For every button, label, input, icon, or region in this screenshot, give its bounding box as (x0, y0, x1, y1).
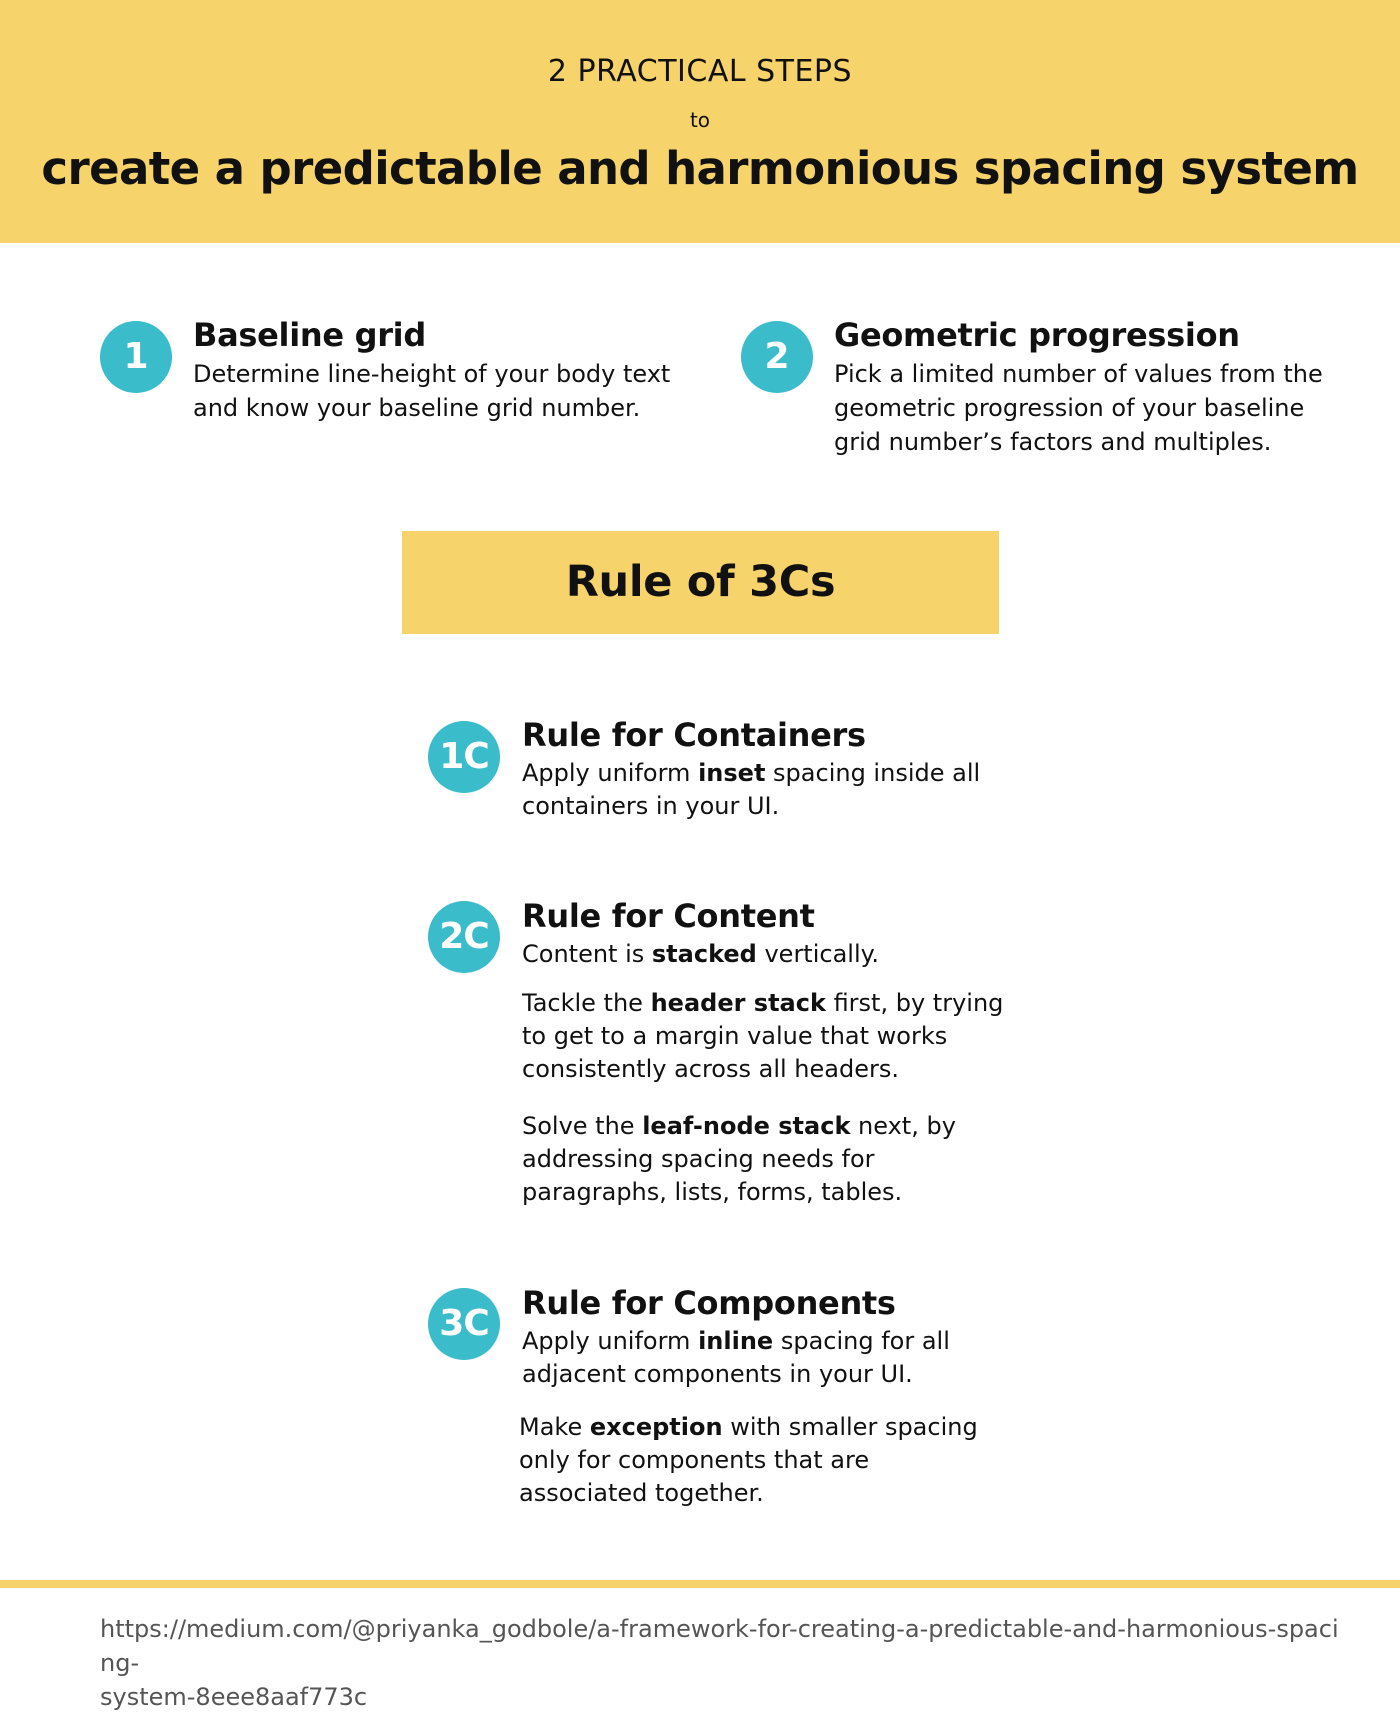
step-1-line: Determine line-height of your body text (193, 360, 671, 388)
step-2-line: Pick a limited number of values from the (834, 360, 1323, 388)
emphasis-leaf-node-stack: leaf-node stack (642, 1112, 851, 1140)
step-2-description (834, 357, 1323, 459)
step-1-title: Baseline grid (193, 316, 426, 354)
rule-content-text-3: Solve the leaf-node stack next, by addressing spacing needs for paragraphs, lists, forms, tables. (522, 1112, 956, 1206)
page-title: create a predictable and harmonious spacing system (41, 142, 1359, 195)
step-2 (834, 315, 1323, 459)
rule-containers-text: Apply uniform inset spacing inside all containers in your UI. (522, 759, 981, 820)
emphasis-stacked: stacked (651, 940, 757, 968)
header-to: to (689, 108, 711, 132)
step-1-badge: 1 (100, 321, 172, 393)
rule-components-title: Rule for Components (522, 1284, 896, 1322)
footer-divider (0, 1580, 1400, 1588)
rule-content (522, 896, 1003, 1209)
source-url: https://medium.com/@priyanka_godbole/a-framework-for-creating-a-predictable-and-harmonious-spacing- system-8eee8aaf773c (100, 1615, 1339, 1711)
emphasis-exception: exception (589, 1413, 723, 1441)
rule-1c-badge: 1C (428, 721, 500, 793)
emphasis-header-stack: header stack (650, 989, 826, 1017)
emphasis-inline: inline (698, 1327, 774, 1355)
step-2-line: grid number’s factors and multiples. (834, 428, 1272, 456)
rule-components (522, 1283, 950, 1391)
rule-components-text-1: Apply uniform inline spacing for all adjacent components in your UI. (522, 1327, 950, 1388)
step-2-badge: 2 (741, 321, 813, 393)
rule-content-text-1: Content is stacked vertically. (522, 940, 880, 968)
step-2-line: geometric progression of your baseline (834, 394, 1305, 422)
header-kicker: 2 PRACTICAL STEPS (547, 54, 853, 89)
step-1 (193, 315, 670, 425)
rule-containers-title: Rule for Containers (522, 716, 866, 754)
rule-content-title: Rule for Content (522, 897, 815, 935)
emphasis-inset: inset (698, 759, 766, 787)
rule-2c-badge: 2C (428, 901, 500, 973)
rule-components-text-2: Make exception with smaller spacing only for components that are associated together. (519, 1413, 978, 1507)
rule-3c-badge: 3C (428, 1288, 500, 1360)
step-1-description (193, 357, 670, 425)
step-2-title: Geometric progression (834, 316, 1240, 354)
rule-containers (522, 715, 980, 823)
rule-of-3cs-heading: Rule of 3Cs (402, 531, 999, 634)
step-1-line: and know your baseline grid number. (193, 394, 641, 422)
rule-content-text-2: Tackle the header stack first, by trying to get to a margin value that works consistently across all headers. (522, 989, 1004, 1083)
header-banner (0, 0, 1400, 243)
